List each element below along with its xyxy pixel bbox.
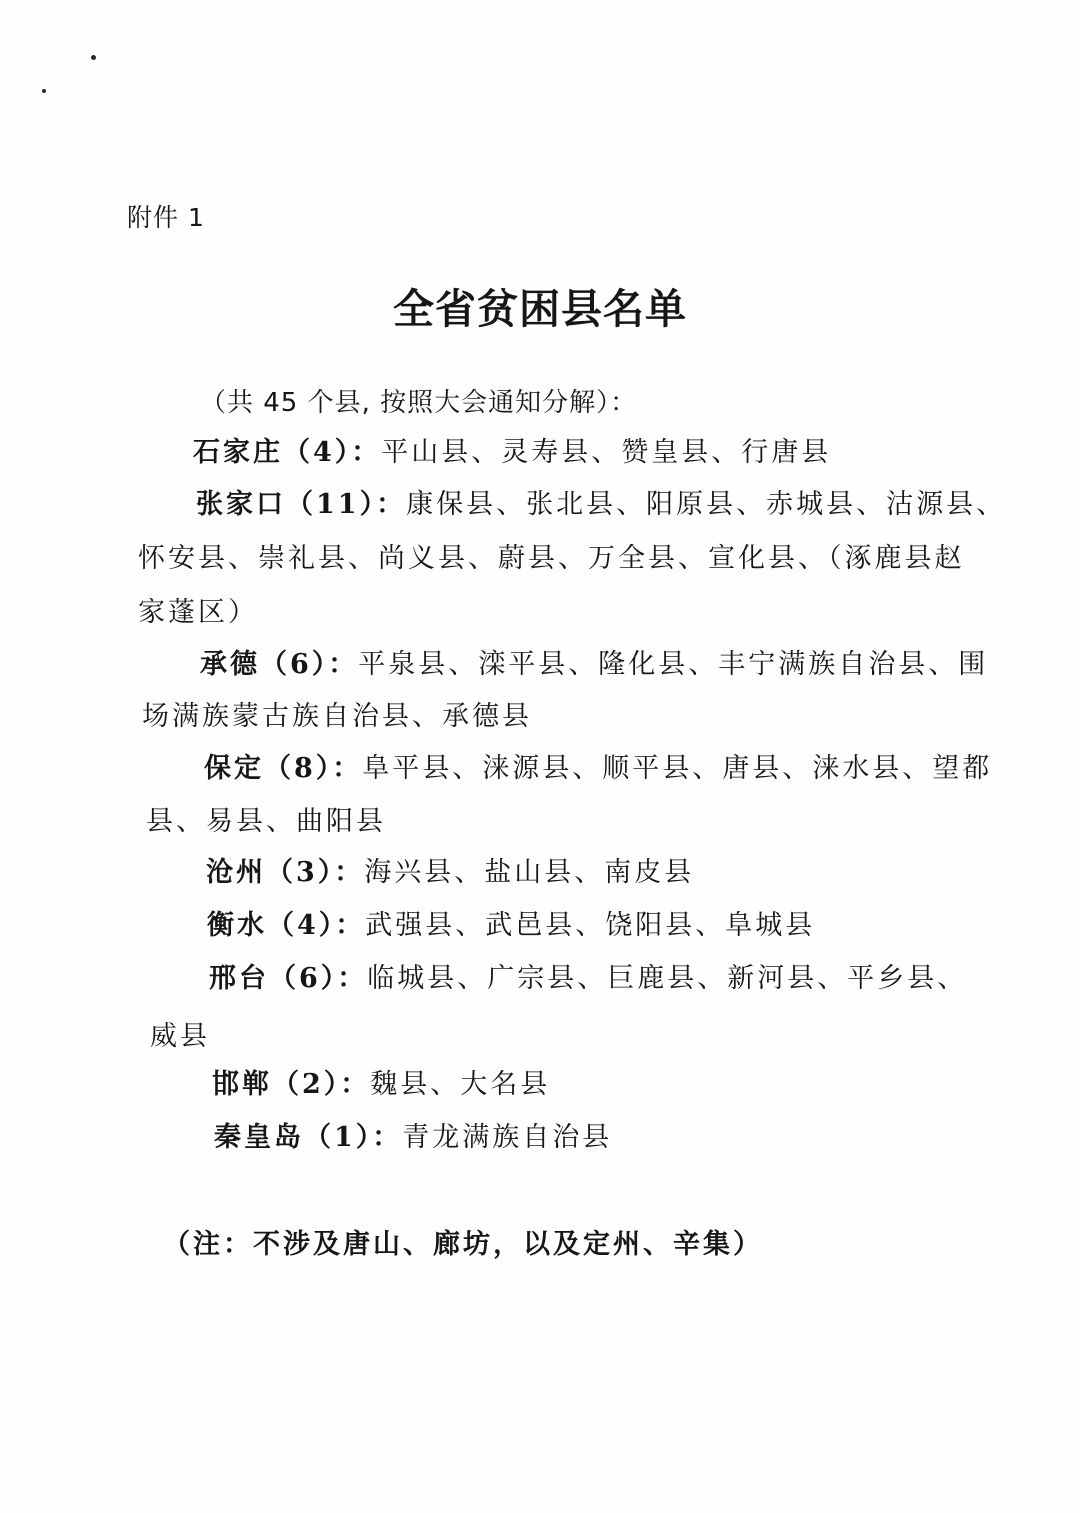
footnote: （注：不涉及唐山、廊坊，以及定州、辛集） xyxy=(163,1229,763,1260)
page-title: 全省贫困县名单 xyxy=(393,285,687,333)
intro-text: （共 45 个县, 按照大会通知分解）： xyxy=(200,388,638,418)
region-entry-handan xyxy=(212,1068,550,1102)
region-entry-hengshui xyxy=(207,909,815,943)
region-entry-shijiazhuang xyxy=(193,436,831,470)
region-name: 秦皇岛（1）： xyxy=(214,1122,403,1153)
region-entry-chengde xyxy=(200,648,988,682)
region-name: 张家口（11）： xyxy=(196,489,407,520)
region-name: 衡水（4）： xyxy=(207,910,366,941)
county-list: 平泉县、滦平县、隆化县、丰宁满族自治县、围 xyxy=(358,649,989,680)
scan-speck xyxy=(42,89,46,93)
county-list-continued: 县、易县、曲阳县 xyxy=(146,806,386,837)
county-list: 武强县、武邑县、饶阳县、阜城县 xyxy=(365,910,816,941)
scan-speck xyxy=(91,55,96,60)
county-list-continued: 场满族蒙古族自治县、承德县 xyxy=(142,701,532,732)
county-list: 海兴县、盐山县、南皮县 xyxy=(364,857,695,888)
county-list: 临城县、广宗县、巨鹿县、新河县、平乡县、 xyxy=(367,963,968,994)
county-list: 康保县、张北县、阳原县、赤城县、沽源县、 xyxy=(406,489,1007,520)
county-list: 平山县、灵寿县、赞皇县、行唐县 xyxy=(381,437,832,468)
region-entry-cangzhou xyxy=(206,856,694,890)
region-name: 邢台（6）： xyxy=(209,963,368,994)
region-entry-baoding xyxy=(204,752,992,786)
region-name: 邯郸（2）： xyxy=(212,1069,371,1100)
region-name: 石家庄（4）： xyxy=(193,437,382,468)
region-entry-zhangjiakou xyxy=(196,488,1006,522)
county-list-continued: 威县 xyxy=(150,1021,210,1052)
county-list-continued: 怀安县、崇礼县、尚义县、蔚县、万全县、宣化县、（涿鹿县赵 xyxy=(138,543,965,574)
region-name: 承德（6）： xyxy=(200,649,359,680)
attachment-label: 附件 1 xyxy=(127,203,205,232)
region-name: 保定（8）： xyxy=(204,753,363,784)
region-entry-qinhuangdao xyxy=(214,1121,612,1155)
county-list-continued: 家蓬区） xyxy=(138,597,258,628)
county-list: 阜平县、涞源县、顺平县、唐县、涞水县、望都 xyxy=(362,753,993,784)
region-name: 沧州（3）： xyxy=(206,857,365,888)
county-list: 魏县、大名县 xyxy=(370,1069,551,1100)
region-entry-xingtai xyxy=(209,962,967,996)
county-list: 青龙满族自治县 xyxy=(402,1122,613,1153)
